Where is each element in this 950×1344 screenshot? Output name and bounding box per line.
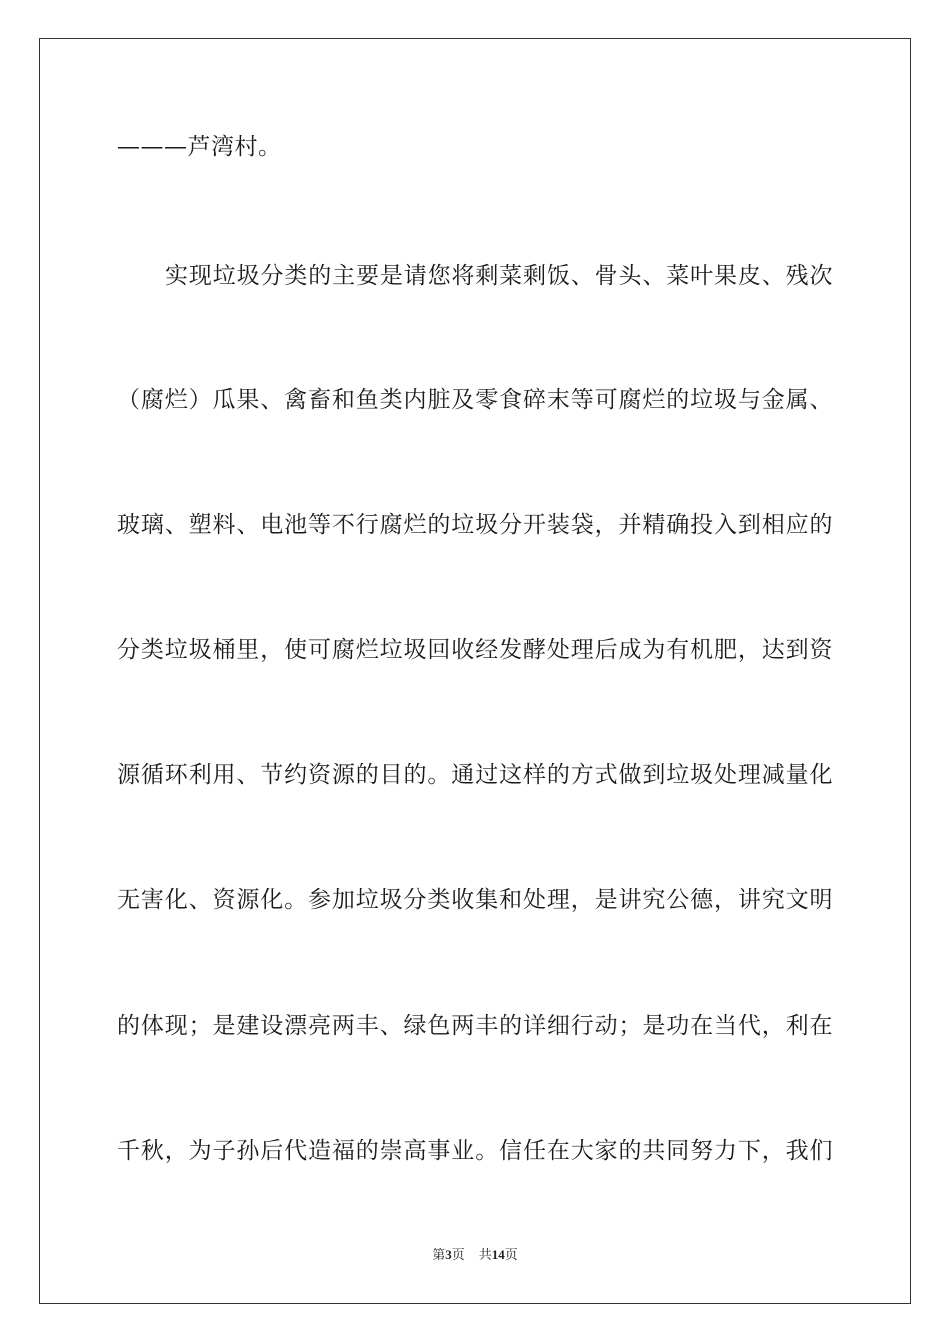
page-footer [0, 1246, 950, 1264]
page-prefix: 第 [432, 1247, 446, 1262]
text-line-2: 实现垃圾分类的主要是请您将剩菜剩饭、骨头、菜叶果皮、残次 [165, 263, 833, 289]
text-line-6: 源循环利用、节约资源的目的。通过这样的方式做到垃圾处理减量化 [117, 762, 833, 788]
page-total-number: 14 [491, 1247, 505, 1262]
text-line-9: 千秋，为子孙后代造福的崇高事业。信任在大家的共同努力下，我们 [117, 1138, 833, 1164]
text-line-5: 分类垃圾桶里，使可腐烂垃圾回收经发酵处理后成为有机肥，达到资 [117, 637, 833, 663]
total-suffix: 页 [504, 1247, 518, 1262]
text-line-4: 玻璃、塑料、电池等不行腐烂的垃圾分开装袋，并精确投入到相应的 [117, 512, 833, 538]
text-line-7: 无害化、资源化。参加垃圾分类收集和处理，是讲究公德，讲究文明 [117, 887, 833, 913]
page-current-number: 3 [445, 1247, 452, 1262]
text-line-3: （腐烂）瓜果、禽畜和鱼类内脏及零食碎末等可腐烂的垃圾与金属、 [117, 387, 833, 413]
page-border [39, 38, 911, 1304]
text-line-1: ———芦湾村。 [117, 134, 282, 160]
total-prefix: 共 [478, 1247, 492, 1262]
text-line-8: 的体现；是建设漂亮两丰、绿色两丰的详细行动；是功在当代，利在 [117, 1013, 833, 1039]
page-suffix: 页 [451, 1247, 465, 1262]
